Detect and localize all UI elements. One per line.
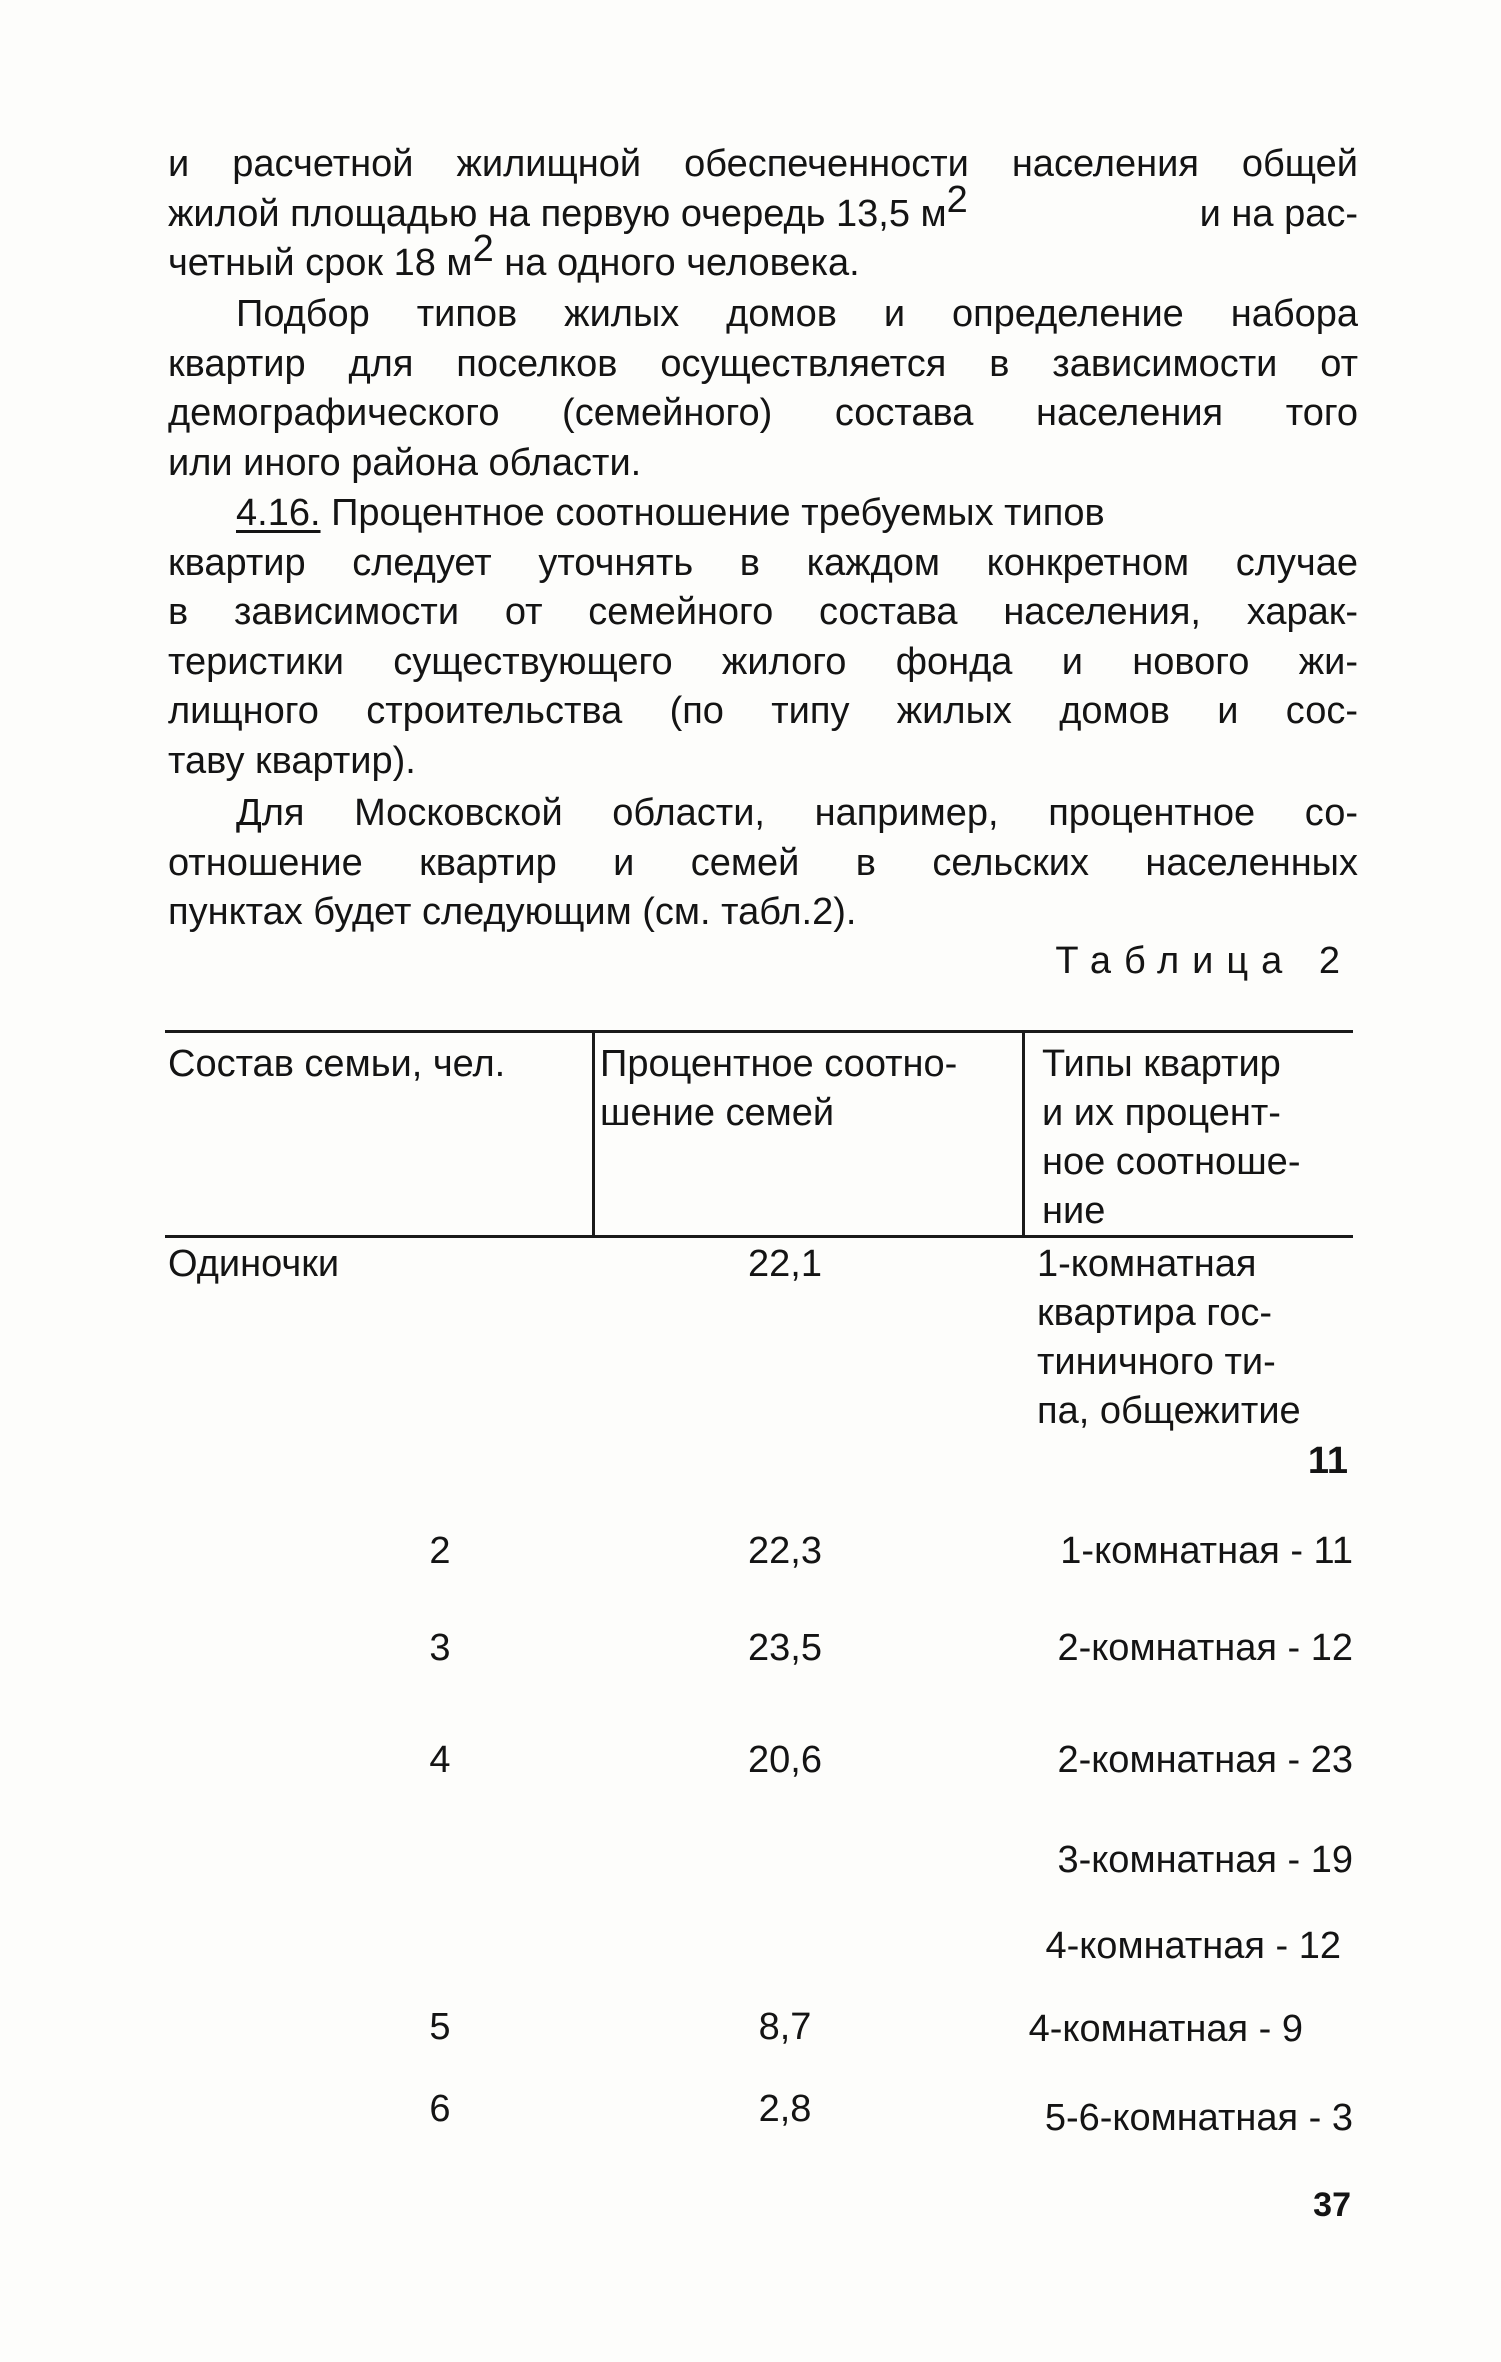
text-line — [168, 228, 1358, 289]
share-cell: 20,6 — [748, 1739, 822, 1781]
share-cell: 23,5 — [748, 1627, 822, 1669]
text-line: пунктах будет следующим (см. табл.2). — [168, 891, 857, 933]
text-segment: жилой площадью на первую очередь 13,5 м — [168, 192, 947, 235]
section-number: 4.16. — [236, 492, 321, 534]
family-cell: 4 — [429, 1739, 451, 1781]
table-caption: Таблица 2 — [1055, 940, 1353, 982]
family-cell: 3 — [429, 1627, 451, 1669]
family-cell: Одиночки — [168, 1243, 340, 1285]
header-text: Типы квартир — [1042, 1043, 1281, 1085]
header-text: Процентное соотно- — [600, 1043, 958, 1085]
text-line: квартир следует уточнять в каждом конкретном случае — [168, 541, 1358, 584]
family-cell: 5 — [429, 2006, 451, 2048]
types-line: па, общежитие — [1037, 1390, 1301, 1432]
table-top-rule — [165, 1030, 1353, 1033]
header-text: шение семей — [600, 1092, 835, 1134]
text-line: демографического (семейного) состава населения того — [168, 392, 1358, 434]
column-divider — [592, 1032, 595, 1236]
header-text: и их процент- — [1042, 1092, 1281, 1134]
header-text: ное соотноше- — [1042, 1141, 1301, 1183]
superscript: 2 — [946, 178, 968, 221]
text-segment: и на рас- — [1199, 192, 1358, 235]
share-cell: 8,7 — [758, 2006, 812, 2048]
paragraph-3 — [168, 489, 1358, 786]
text-line: квартир для поселков осуществляется в зависимости от — [168, 342, 1358, 385]
paragraph-2 — [168, 290, 1358, 488]
types-cell: 4-комнатная - 9 — [1028, 2008, 1303, 2050]
paragraph-4 — [168, 789, 1358, 938]
types-cell: 5-6-комнатная - 3 — [1044, 2097, 1353, 2139]
types-line: квартира гос- — [1037, 1292, 1273, 1334]
header-text: ние — [1042, 1190, 1106, 1232]
share-cell: 22,3 — [748, 1530, 822, 1572]
page-number: 37 — [1313, 2186, 1351, 2224]
types-cell: 3-комнатная - 19 — [1057, 1839, 1353, 1881]
column-divider — [1022, 1032, 1025, 1236]
table-header-share — [600, 1040, 957, 1138]
text-line: отношение квартир и семей в сельских населенных — [168, 841, 1358, 884]
types-cell: 2-комнатная - 12 — [1057, 1627, 1353, 1669]
text-line: теристики существующего жилого фонда и нового жи- — [168, 640, 1358, 683]
text-line: таву квартир). — [168, 739, 416, 782]
types-share: 11 — [1307, 1440, 1348, 1482]
share-cell: 22,1 — [748, 1243, 822, 1285]
text-line: Для Московской области, например, процентное со- — [236, 792, 1358, 834]
text-line: лищного строительства (по типу жилых домов и сос- — [168, 690, 1358, 732]
types-cell: 1-комнатная - 11 — [1060, 1530, 1353, 1572]
header-text: Состав семьи, чел. — [168, 1043, 506, 1085]
text-line — [168, 178, 1358, 240]
text-line: в зависимости от семейного состава населения, харак- — [168, 591, 1358, 633]
text-segment: четный срок 18 м — [168, 242, 473, 284]
share-cell: 2,8 — [758, 2088, 812, 2130]
types-cell — [1037, 1240, 1301, 1436]
family-cell: 2 — [429, 1530, 451, 1572]
text-line — [168, 489, 1358, 539]
table-header-types — [1042, 1040, 1300, 1236]
types-line: 1-комнатная — [1037, 1243, 1257, 1285]
text-segment: на одного человека. — [504, 242, 860, 284]
text-segment: Процентное соотношение требуемых типов — [331, 492, 1105, 534]
paragraph-1 — [168, 140, 1358, 289]
superscript: 2 — [472, 228, 494, 270]
family-cell: 6 — [429, 2088, 451, 2130]
types-cell: 4-комнатная - 12 — [1045, 1925, 1341, 1967]
text-line: и расчетной жилищной обеспеченности населения общей — [168, 143, 1358, 185]
table-header-family — [168, 1040, 505, 1089]
types-line: тиничного ти- — [1037, 1341, 1276, 1383]
text-line: или иного района области. — [168, 441, 642, 484]
types-cell: 2-комнатная - 23 — [1057, 1739, 1353, 1781]
text-line: Подбор типов жилых домов и определение набора — [236, 293, 1358, 335]
